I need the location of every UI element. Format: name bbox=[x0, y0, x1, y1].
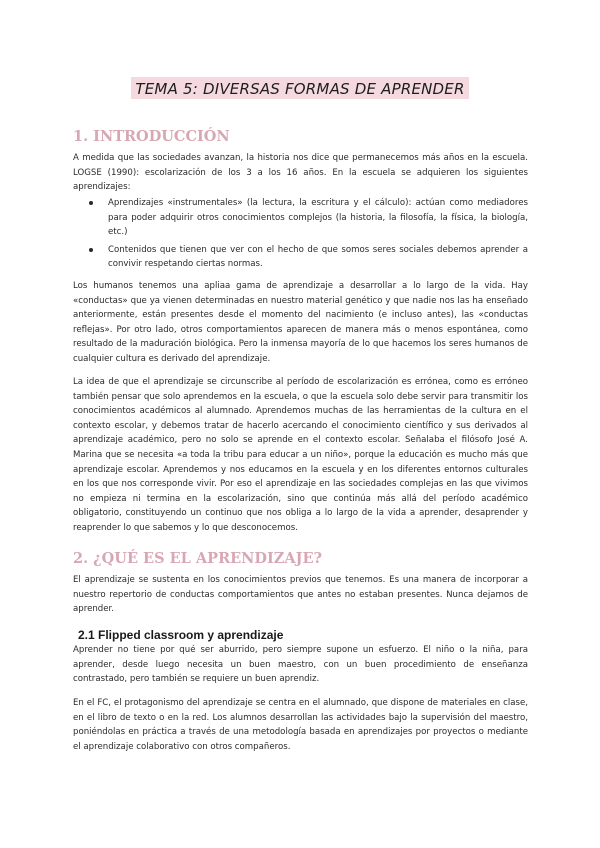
document-title: TEMA 5: DIVERSAS FORMAS DE APRENDER bbox=[131, 77, 468, 99]
title-wrapper bbox=[0, 77, 600, 99]
bullet-icon bbox=[89, 248, 93, 252]
section-heading-que-es-aprendizaje: 2. ¿QUÉ ES EL APRENDIZAJE? bbox=[73, 550, 323, 567]
escolarizacion-paragraph: La idea de que el aprendizaje se circunscribe al período de escolarización es errónea, como es erróneo también pensar que solo aprendemos en la escuela, o que la escuela solo debe servir para transmitir los conocimientos académicos al alumnado. Aprendemos muchas de las herramientas de la cultura en el contexto escolar, y debemos tratar de hacerlo acercando el conocimiento científico y sus derivados al aprendizaje académico, pero no solo se aprende en el contexto escolar. Señalaba el filósofo José A. Marina que se necesita «a toda la tribu para educar a un niño», porque la educación es mucho más que aprendizaje escolar. Aprendemos y nos educamos en la escuela y en los diferentes entornos culturales en los que nos corresponde vivir. Por eso el aprendizaje en las sociedades complejas en las que vivimos no empieza ni termina en la escolarización, sino que continúa más allá del período académico obligatorio, constituyendo un continuo que nos obliga a lo largo de la vida a aprender, desaprender y reaprender lo que sabemos y lo que desconocemos. bbox=[73, 377, 528, 533]
list-item bbox=[89, 196, 528, 240]
aprendizajes-list bbox=[89, 196, 528, 275]
list-item bbox=[89, 243, 528, 272]
list-item-text: Contenidos que tienen que ver con el hecho de que somos seres sociales debemos aprender a convivir respetando ciertas normas. bbox=[108, 244, 528, 270]
section-heading-introduccion: 1. INTRODUCCIÓN bbox=[73, 128, 230, 145]
bullet-icon bbox=[89, 201, 93, 205]
humanos-paragraph: Los humanos tenemos una apliaa gama de aprendizaje a desarrollar a lo largo de la vida. Hay «conductas» que ya vienen determinadas en nuestro material genético y que nadie nos las ha enseñado anteriormente, están presentes desde el momento del nacimiento (e incluso antes), las «conductas reflejas». Por otro lado, otros comportamientos aparecen de manera más o menos espontánea, como resultado de la maduración biológica. Pero la inmensa mayoría de lo que hacemos los seres humanos de cualquier cultura es derivado del aprendizaje. bbox=[73, 281, 528, 364]
intro-paragraph: A medida que las sociedades avanzan, la historia nos dice que permanecemos más años en la escuela. LOGSE (1990): escolarización de los 3 a los 16 años. En la escuela se adquieren los siguientes aprendizajes: bbox=[73, 153, 528, 193]
aprender-paragraph: Aprender no tiene por qué ser aburrido, pero siempre supone un esfuerzo. El niño o la niña, para aprender, desde luego necesita un buen maestro, con un buen procedimiento de enseñanza contrastado, pero también se requiere un buen aprendiz. bbox=[73, 645, 528, 685]
subsection-heading-flipped-classroom: 2.1 Flipped classroom y aprendizaje bbox=[78, 628, 284, 642]
list-item-text: Aprendizajes «instrumentales» (la lectura, la escritura y el cálculo): actúan como mediadores para poder adquirir otros conocimientos complejos (la historia, la filosofía, la física, la biología, etc.) bbox=[108, 198, 528, 238]
fc-paragraph: En el FC, el protagonismo del aprendizaje se centra en el alumnado, que dispone de materiales en clase, en el libro de texto o en la red. Los alumnos desarrollan las actividades bajo la supervisión del maestro, poniéndolas en práctica a través de una metodología basada en aprendizajes por proyectos o mediante el aprendizaje colaborativo con otros compañeros. bbox=[73, 698, 528, 752]
aprendizaje-definition-paragraph: El aprendizaje se sustenta en los conocimientos previos que tenemos. Es una manera de incorporar a nuestro repertorio de conductas comportamientos que antes no estaban presentes. Nunca dejamos de aprender. bbox=[73, 575, 528, 615]
